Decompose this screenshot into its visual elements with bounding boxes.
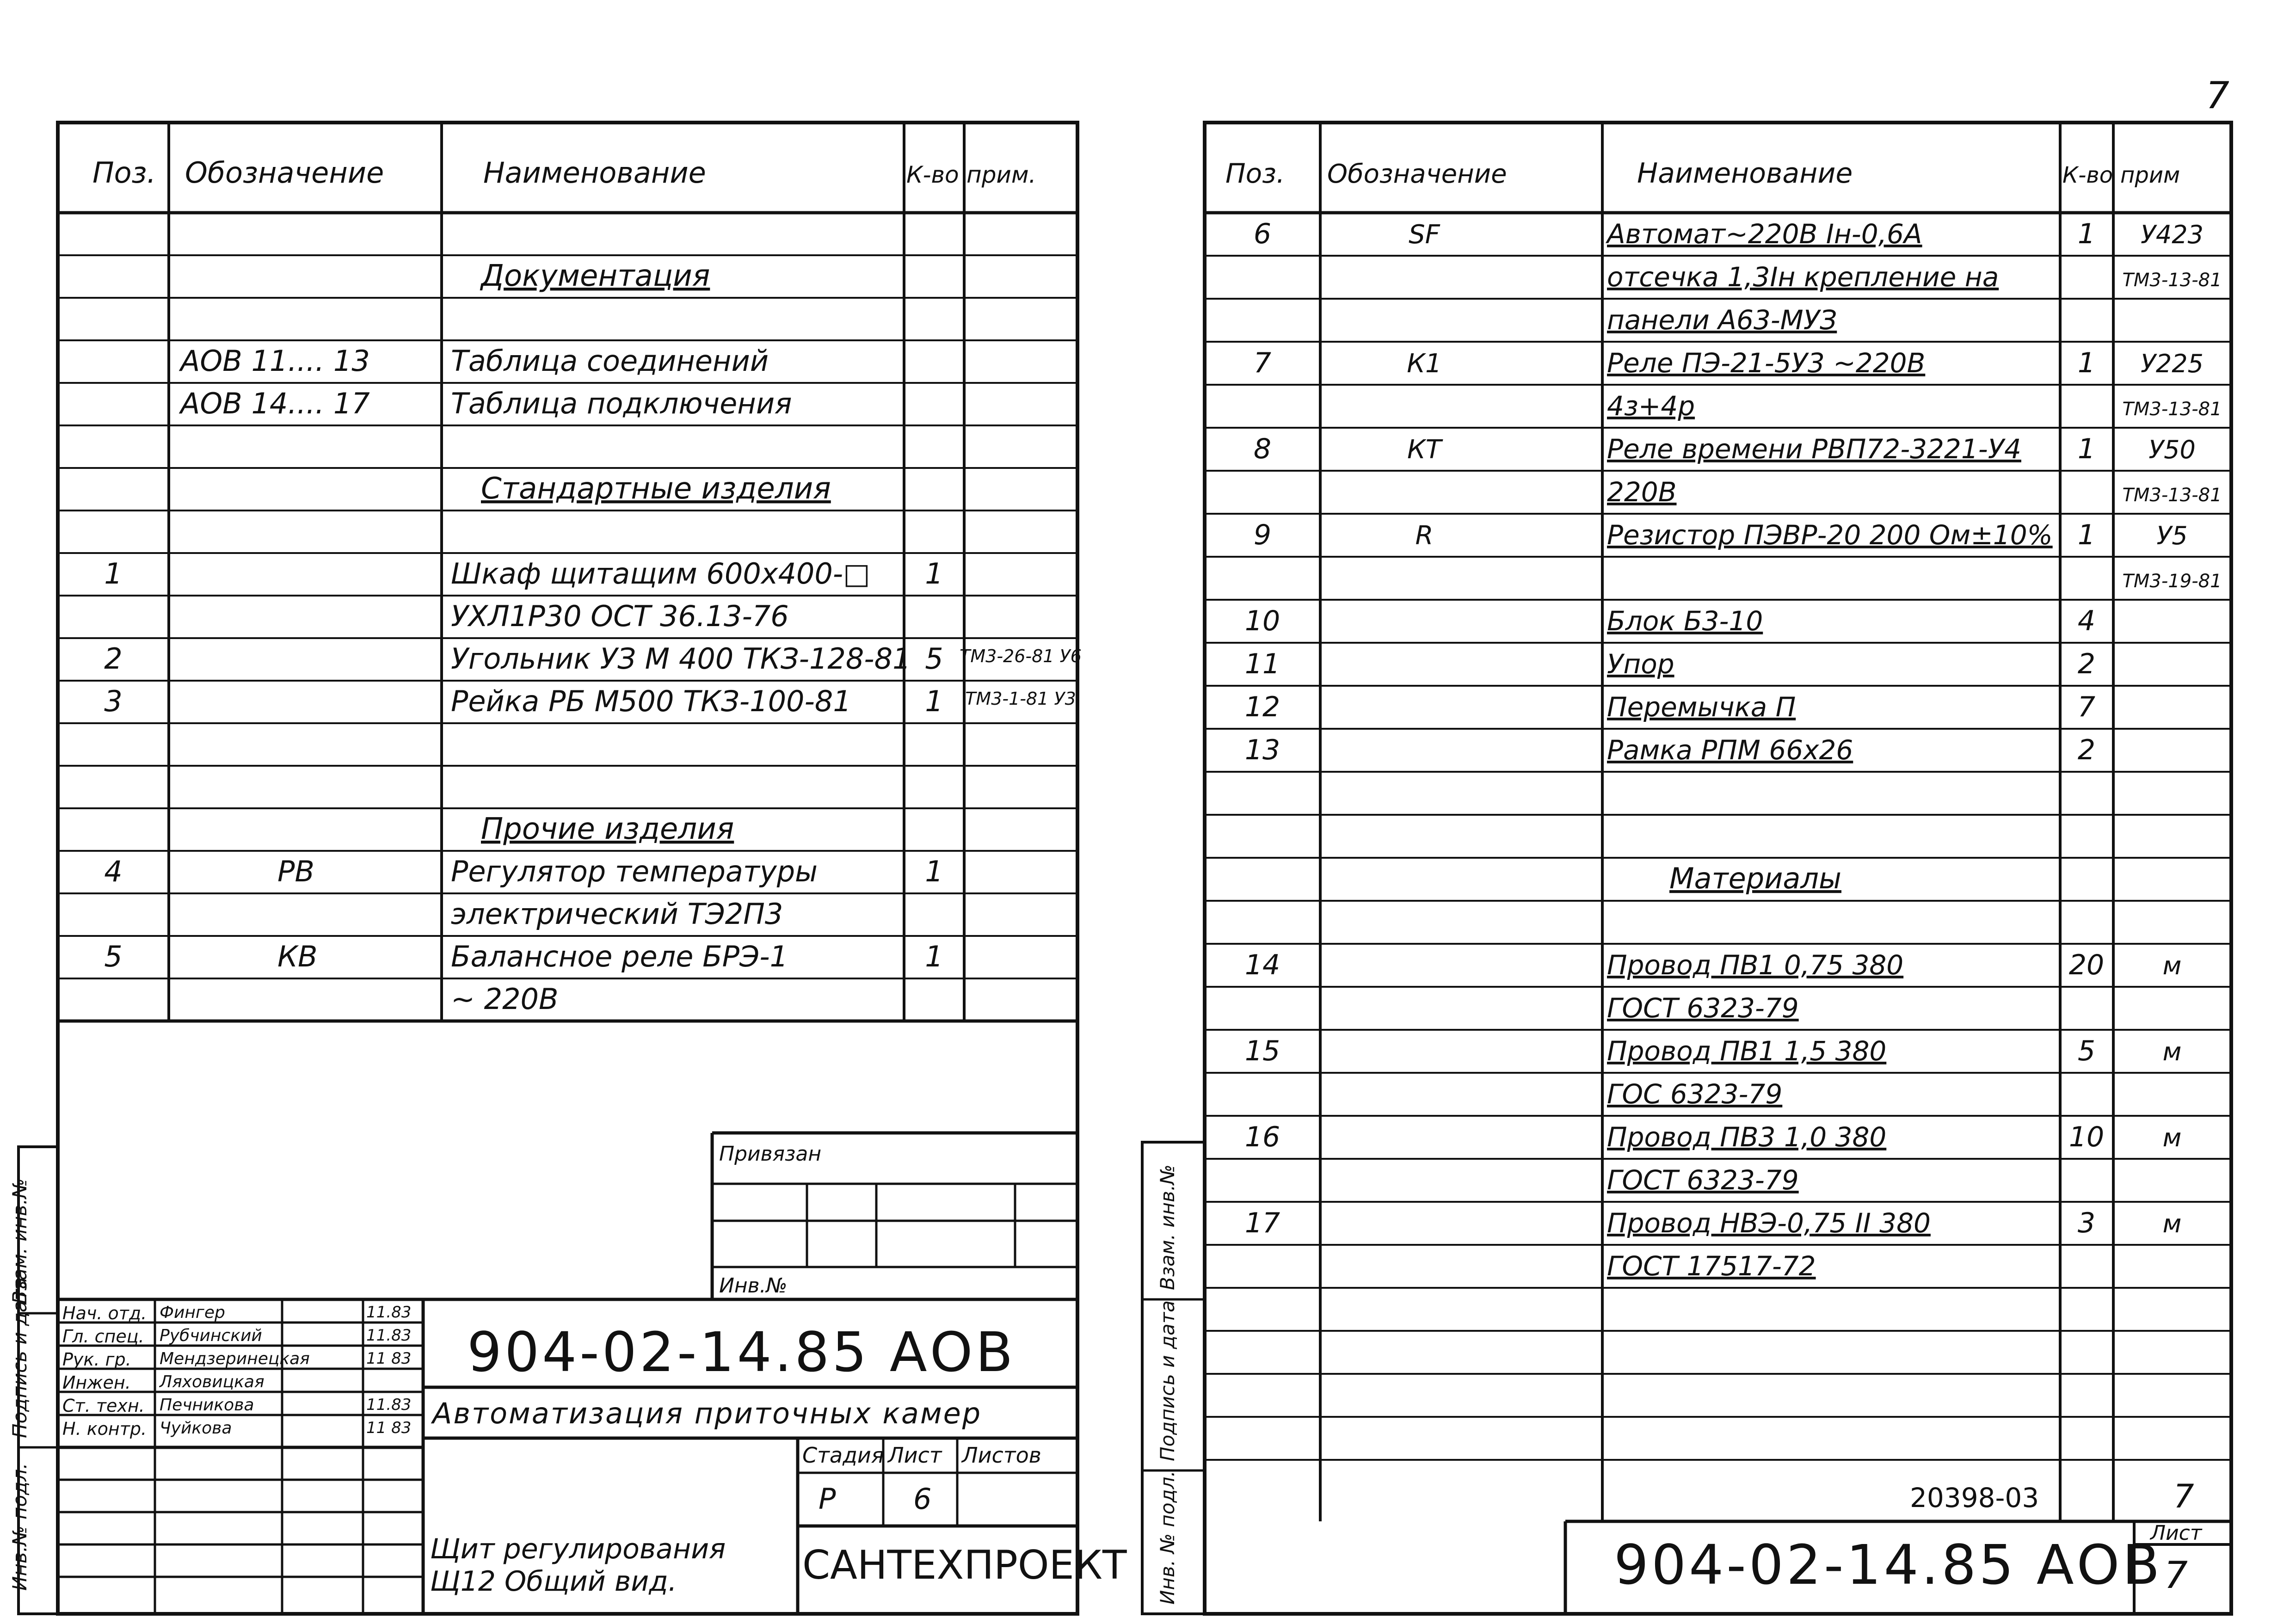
row-code: SF: [1409, 220, 1440, 250]
copy-number: 20398-03: [1910, 1482, 2039, 1513]
row-name: ~ 220В: [451, 982, 559, 1016]
row-name: Провод ПВ1 1,5 380: [1607, 1035, 1887, 1067]
signature-name: Ляховицкая: [160, 1372, 265, 1391]
row-code: К1: [1407, 349, 1442, 379]
signature-role: Гл. спец.: [62, 1326, 144, 1347]
row-name: Рамка РПМ 66х26: [1607, 734, 1853, 766]
row-pos: 16: [1244, 1121, 1280, 1153]
linked-label: Привязан: [719, 1142, 822, 1166]
signature-name: Рубчинский: [160, 1326, 262, 1345]
inv-label: Инв.№: [719, 1274, 788, 1298]
header-note: прим.: [966, 161, 1036, 188]
drawing-title: Щит регулирования Щ12 Общий вид.: [430, 1533, 726, 1598]
row-code: КТ: [1407, 435, 1441, 465]
header-pos: Поз.: [1225, 158, 1285, 189]
project-title: Автоматизация приточных камер: [432, 1396, 982, 1430]
right-sheet-label: Лист: [2150, 1521, 2202, 1545]
row-name: Резистор ПЭВР-20 200 Ом±10%: [1607, 519, 2053, 551]
row-note: У5: [2156, 521, 2188, 550]
row-name: Шкаф щитащим 600х400-□: [451, 557, 870, 591]
row-note: У225: [2141, 349, 2204, 378]
section-heading: Документация: [481, 259, 710, 293]
sheet-label: Лист: [888, 1443, 942, 1468]
row-qty: 20: [2068, 949, 2105, 981]
row-qty: 2: [2077, 648, 2096, 680]
row-qty: 2: [2077, 734, 2096, 766]
row-qty: 1: [2077, 433, 2096, 465]
section-heading: Прочие изделия: [481, 812, 734, 846]
header-name: Наименование: [483, 156, 706, 190]
row-note: ТМ3-26-81 У6: [960, 646, 1082, 666]
row-pos: 1: [104, 557, 123, 591]
row-name: Таблица соединений: [451, 344, 769, 378]
row-qty: 4: [2077, 605, 2096, 637]
row-name: Рейка РБ М500 ТКЗ-100-81: [451, 684, 851, 718]
row-name: Реле времени РВП72-3221-У4: [1607, 433, 2021, 465]
row-pos: 8: [1253, 433, 1272, 465]
row-name: Перемычка П: [1607, 691, 1796, 723]
doc-code-right: 904-02-14.85 АОВ: [1614, 1533, 2163, 1597]
signature-name: Фингер: [160, 1303, 225, 1322]
row-qty: 7: [2077, 691, 2096, 723]
row-name: Регулятор температуры: [451, 855, 818, 888]
row-name: ГОСТ 6323-79: [1607, 1164, 1799, 1196]
right-sheet-number: 7: [2164, 1554, 2188, 1597]
row-name: ГОС 6323-79: [1607, 1078, 1783, 1110]
row-qty: 1: [925, 940, 943, 973]
row-code: АОВ 14.... 17: [180, 387, 370, 420]
header-note: прим: [2120, 162, 2180, 188]
row-name: Автомат~220В Iн-0,6А: [1607, 218, 1922, 250]
header-qty: К-во: [2062, 162, 2113, 188]
row-pos: 4: [104, 855, 123, 888]
row-name: электрический ТЭ2П3: [451, 897, 783, 931]
right-stamp-inv-podl: Инв. № подл.: [1156, 1470, 1179, 1605]
organization: САНТЕХПРОЕКТ: [802, 1542, 1127, 1588]
signature-name: Печникова: [160, 1396, 254, 1415]
row-pos: 6: [1253, 218, 1272, 250]
row-qty: 1: [925, 557, 943, 591]
right-sheet-number-top: 7: [2173, 1477, 2194, 1515]
row-note: ТМ3-19-81: [2122, 571, 2222, 592]
row-name: Таблица подключения: [451, 387, 792, 420]
signature-role: Ст. техн.: [62, 1396, 145, 1416]
row-pos: 7: [1253, 347, 1272, 379]
row-name: Провод ПВ1 0,75 380: [1607, 949, 1904, 981]
stage-label: Стадия: [802, 1443, 884, 1468]
row-code: R: [1415, 521, 1434, 551]
row-qty: 3: [2077, 1207, 2096, 1239]
signature-role: Н. контр.: [62, 1419, 147, 1439]
signature-date: 11 83: [366, 1349, 412, 1368]
row-qty: 1: [925, 855, 943, 888]
row-qty: 5: [925, 642, 943, 676]
left-stamp-sign-date: Подпись и дата: [8, 1277, 31, 1438]
row-pos: 13: [1244, 734, 1280, 766]
signature-date: 11.83: [366, 1326, 412, 1345]
row-note: У50: [2148, 435, 2196, 464]
row-name: Провод ПВ3 1,0 380: [1607, 1121, 1887, 1153]
row-qty: 5: [2077, 1035, 2096, 1067]
row-qty: 10: [2068, 1121, 2105, 1153]
signature-date: 11.83: [366, 1396, 412, 1414]
row-name: ГОСТ 17517-72: [1607, 1250, 1816, 1282]
page-number: 7: [2206, 74, 2229, 117]
row-note: ТМ3-13-81: [2122, 485, 2222, 506]
sheet-value: 6: [913, 1482, 932, 1516]
row-name: Блок Б3-10: [1607, 605, 1763, 637]
row-note: ТМ3-1-81 У3: [965, 689, 1076, 709]
row-name: панели А63-МУЗ: [1607, 304, 1837, 336]
row-name: 4з+4р: [1607, 390, 1695, 422]
row-name: Угольник УЗ М 400 ТКЗ-128-81: [451, 642, 911, 676]
doc-code-left: 904-02-14.85 АОВ: [467, 1320, 1016, 1384]
header-code: Обозначение: [185, 156, 384, 190]
row-name: отсечка 1,3Iн крепление на: [1607, 261, 1999, 293]
row-pos: 12: [1244, 691, 1280, 723]
row-qty: 1: [2077, 347, 2096, 379]
row-name: Реле ПЭ-21-5У3 ~220В: [1607, 347, 1926, 379]
row-qty: 1: [2077, 218, 2096, 250]
signature-role: Нач. отд.: [62, 1303, 147, 1323]
row-name: Упор: [1607, 648, 1674, 680]
row-qty: 1: [925, 684, 943, 718]
row-note: м: [2162, 1209, 2182, 1238]
row-pos: 11: [1244, 648, 1280, 680]
row-note: ТМ3-13-81: [2122, 270, 2222, 291]
row-note: м: [2162, 1123, 2182, 1152]
row-pos: 15: [1244, 1035, 1280, 1067]
header-code: Обозначение: [1327, 159, 1507, 189]
signature-name: Мендзеринецкая: [160, 1349, 310, 1368]
row-pos: 14: [1244, 949, 1280, 981]
row-name: ГОСТ 6323-79: [1607, 992, 1799, 1024]
row-name: Балансное реле БРЭ-1: [451, 940, 788, 973]
sheets-label: Листов: [962, 1443, 1041, 1468]
signature-role: Инжен.: [62, 1372, 131, 1393]
right-stamp-vzam-inv: Взам. инв.№: [1156, 1164, 1179, 1290]
signature-role: Рук. гр.: [62, 1349, 131, 1370]
left-stamp-inv-podl: Инв.№ подл.: [8, 1463, 31, 1591]
stage-value: Р: [819, 1482, 836, 1516]
section-heading: Стандартные изделия: [481, 472, 831, 506]
signature-date: 11 83: [366, 1419, 412, 1437]
row-code: АОВ 11.... 13: [180, 344, 370, 378]
row-pos: 17: [1244, 1207, 1280, 1239]
row-name: Провод НВЭ-0,75 II 380: [1607, 1207, 1931, 1239]
row-pos: 10: [1244, 605, 1280, 637]
row-pos: 2: [104, 642, 123, 676]
header-pos: Поз.: [92, 156, 156, 190]
row-code: РВ: [277, 855, 314, 888]
row-note: м: [2162, 1037, 2182, 1066]
signature-date: 11.83: [366, 1303, 412, 1322]
signature-name: Чуйкова: [160, 1419, 232, 1438]
left-stamp-vzam-inv: Взам. инв.№: [8, 1178, 31, 1304]
header-name: Наименование: [1637, 157, 1853, 190]
row-qty: 1: [2077, 519, 2096, 551]
row-name: 220В: [1607, 476, 1677, 508]
row-code: КВ: [277, 940, 318, 973]
row-note: ТМ3-13-81: [2122, 399, 2222, 420]
section-heading: Материалы: [1669, 861, 1841, 895]
row-name: УХЛ1Р30 ОСТ 36.13-76: [451, 599, 789, 633]
header-qty: К-во: [906, 161, 959, 188]
row-pos: 3: [104, 684, 123, 718]
row-pos: 9: [1253, 519, 1272, 551]
row-note: м: [2162, 951, 2182, 980]
row-note: У423: [2141, 220, 2204, 249]
row-pos: 5: [104, 940, 123, 973]
right-stamp-sign-date: Подпись и дата: [1156, 1300, 1179, 1461]
